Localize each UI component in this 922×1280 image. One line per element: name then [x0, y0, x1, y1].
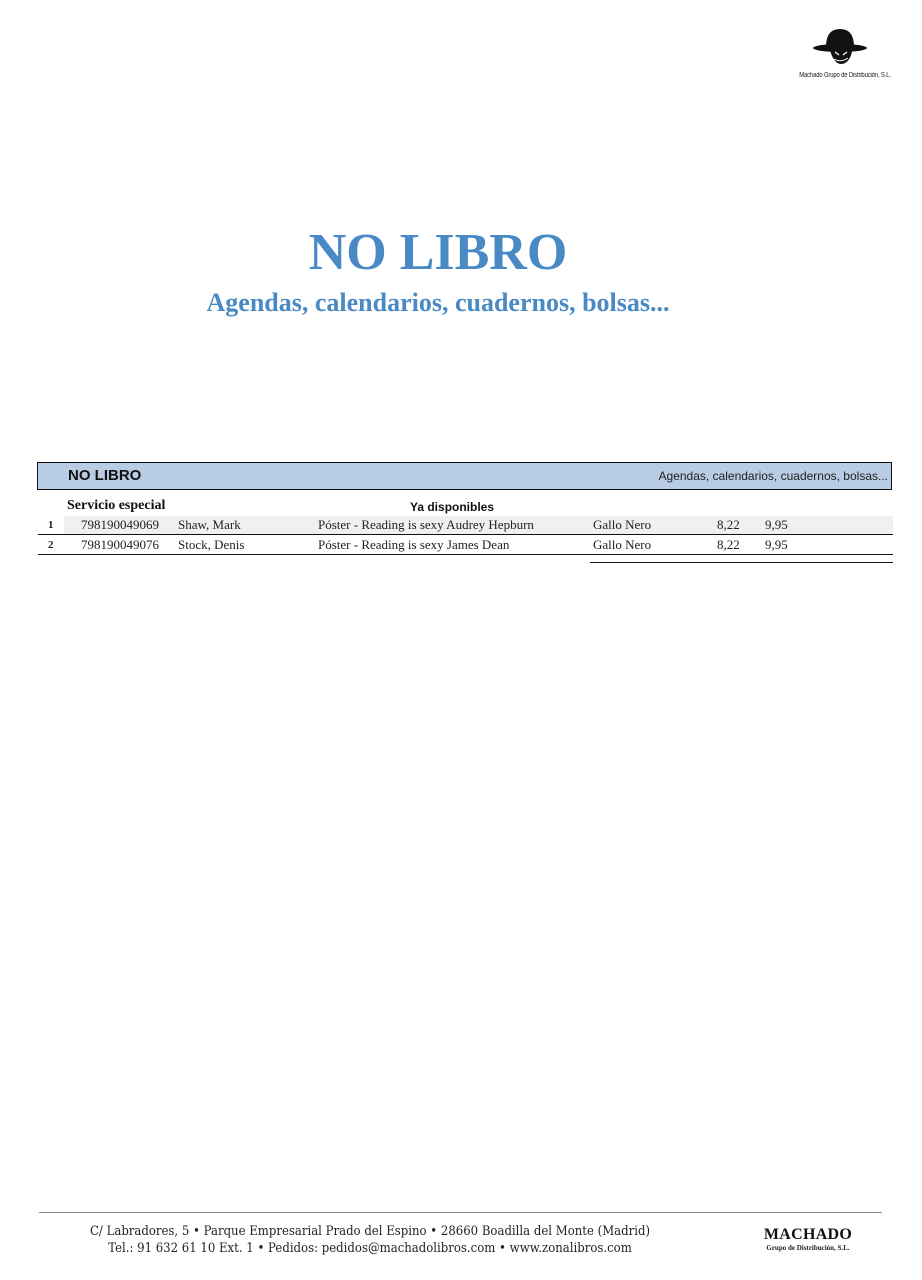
footer-brand [752, 1226, 864, 1252]
brand-name: MACHADO [763, 1226, 853, 1243]
product-table [38, 516, 893, 555]
row-author: Shaw, Mark [178, 517, 241, 532]
row-price-net: 8,22 [717, 517, 740, 532]
section-header [37, 462, 892, 490]
row-title: Póster - Reading is sexy Audrey Hepburn [318, 517, 534, 532]
row-number: 2 [48, 539, 54, 551]
row-price-pvp: 9,95 [765, 517, 788, 532]
row-price-pvp: 9,95 [765, 537, 788, 552]
page-subtitle: Agendas, calendarios, cuadernos, bolsas... [206, 288, 670, 317]
availability-status: Ya disponibles [410, 500, 495, 514]
row-author: Stock, Denis [178, 537, 245, 552]
table-row [38, 516, 893, 535]
row-price-net: 8,22 [717, 537, 740, 552]
brand-subtitle: Grupo de Distribución, S.L. [766, 1244, 850, 1252]
row-number: 1 [48, 519, 54, 531]
footer-divider [39, 1212, 882, 1213]
table-row [38, 536, 893, 555]
row-isbn: 798190049069 [81, 517, 159, 532]
row-publisher: Gallo Nero [593, 537, 652, 552]
row-publisher: Gallo Nero [593, 517, 652, 532]
subsection-label: Servicio especial [67, 498, 166, 513]
section-description: Agendas, calendarios, cuadernos, bolsas... [658, 469, 888, 483]
section-name: NO LIBRO [68, 467, 142, 484]
total-divider [590, 562, 893, 563]
hat-silhouette-icon [810, 24, 870, 70]
row-isbn: 798190049076 [81, 537, 159, 552]
footer-address: C/ Labradores, 5 • Parque Empresarial Prado del Espino • 28660 Boadilla del Monte (Madrid) [89, 1224, 651, 1239]
row-title: Póster - Reading is sexy James Dean [318, 537, 510, 552]
footer-contact: Tel.: 91 632 61 10 Ext. 1 • Pedidos: pedidos@machadolibros.com • www.zonalibros.com [108, 1241, 632, 1256]
page-title: NO LIBRO [308, 224, 568, 281]
company-logo [792, 24, 891, 79]
logo-caption: Machado Grupo de Distribución, S.L. [799, 72, 891, 79]
